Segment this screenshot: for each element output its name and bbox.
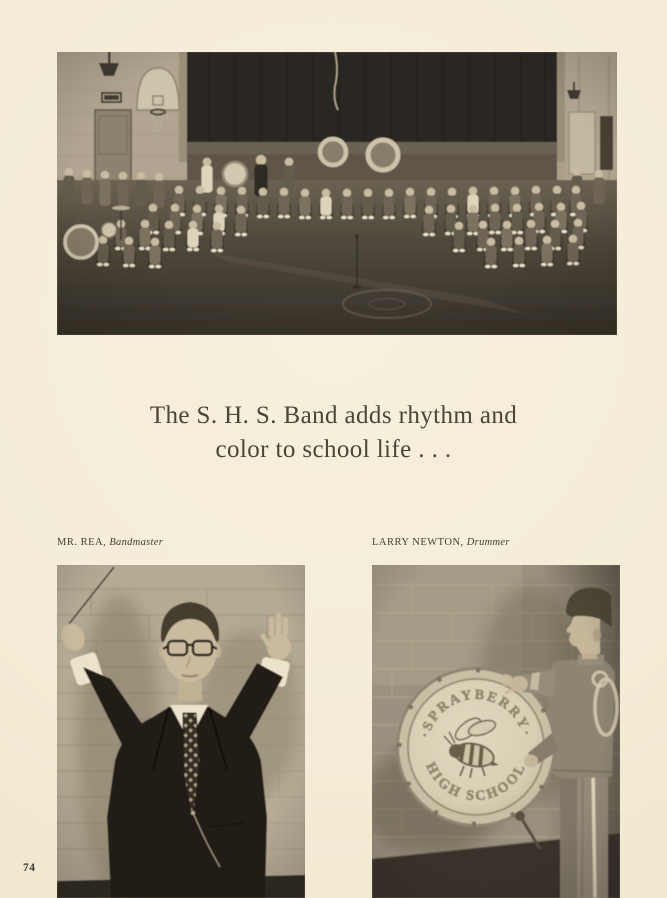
caption-drummer-name: LARRY NEWTON, — [372, 537, 464, 548]
drummer-photo-art — [372, 565, 620, 898]
headline-line1: The S. H. S. Band adds rhythm and — [149, 402, 518, 429]
band-photo-art — [57, 52, 617, 335]
bandmaster-photo — [57, 565, 305, 898]
caption-drummer — [372, 537, 510, 548]
page-number: 74 — [23, 862, 36, 874]
caption-bandmaster-role: Bandmaster — [109, 537, 164, 548]
caption-bandmaster-name: MR. REA, — [57, 537, 107, 548]
caption-drummer-role: Drummer — [466, 537, 510, 548]
page-title — [0, 399, 667, 467]
caption-bandmaster — [57, 537, 163, 548]
drummer-photo — [372, 565, 620, 898]
bandmaster-photo-art — [57, 565, 305, 898]
headline-line2: color to school life . . . — [215, 436, 452, 463]
band-group-photo — [57, 52, 617, 335]
